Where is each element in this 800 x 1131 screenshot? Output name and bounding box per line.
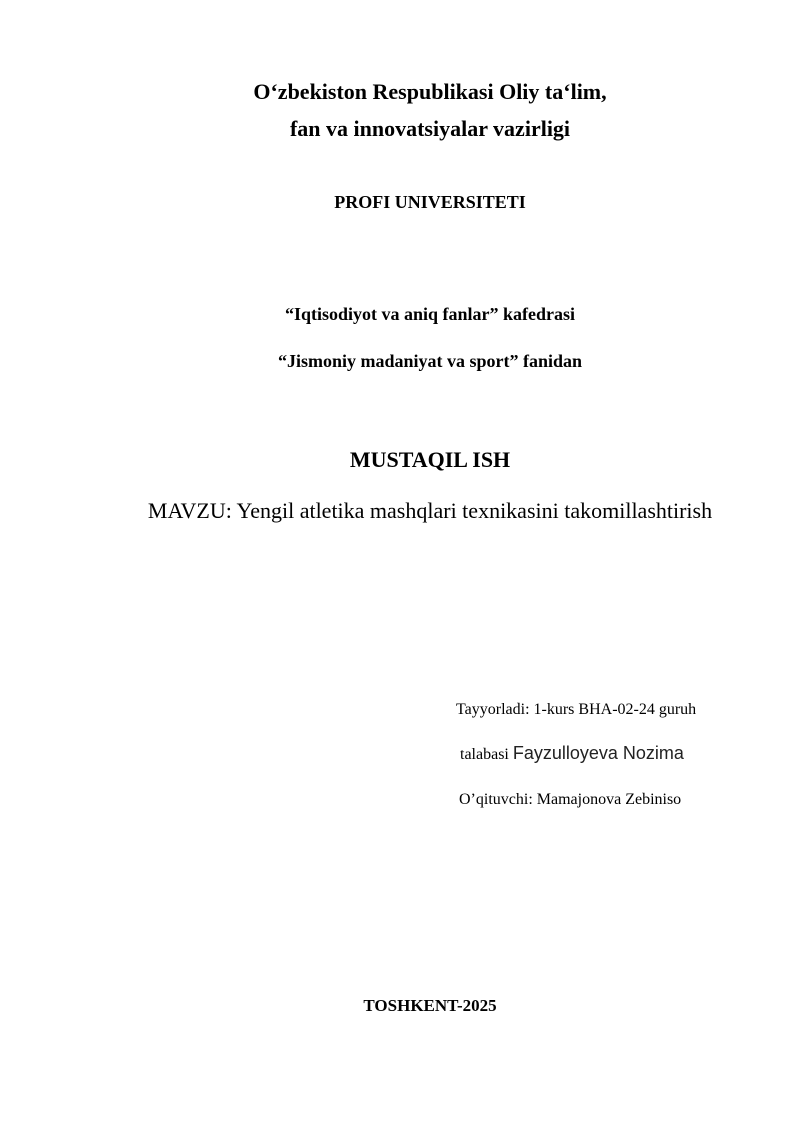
- student-label: talabasi: [460, 746, 513, 763]
- teacher-line: O’qituvchi: Mamajonova Zebiniso: [459, 791, 682, 808]
- prepared-by-line: Tayyorladi: 1-kurs BHA-02-24 guruh: [456, 701, 697, 718]
- department-name: “Iqtisodiyot va aniq fanlar” kafedrasi: [284, 304, 576, 324]
- city-year: TOSHKENT-2025: [363, 996, 497, 1015]
- subject-name: “Jismoniy madaniyat va sport” fanidan: [277, 351, 583, 371]
- university-name: PROFI UNIVERSITETI: [334, 192, 526, 212]
- topic-title: MAVZU: Yengil atletika mashqlari texnikasini takomillashtirish: [147, 498, 713, 523]
- student-line: [460, 744, 684, 763]
- ministry-title-line-2: fan va innovatsiyalar vazirligi: [289, 116, 571, 141]
- ministry-title-line-1: O‘zbekiston Respublikasi Oliy ta‘lim,: [253, 79, 607, 104]
- student-name: Fayzulloyeva Nozima: [512, 743, 684, 763]
- work-type-heading: MUSTAQIL ISH: [349, 447, 511, 472]
